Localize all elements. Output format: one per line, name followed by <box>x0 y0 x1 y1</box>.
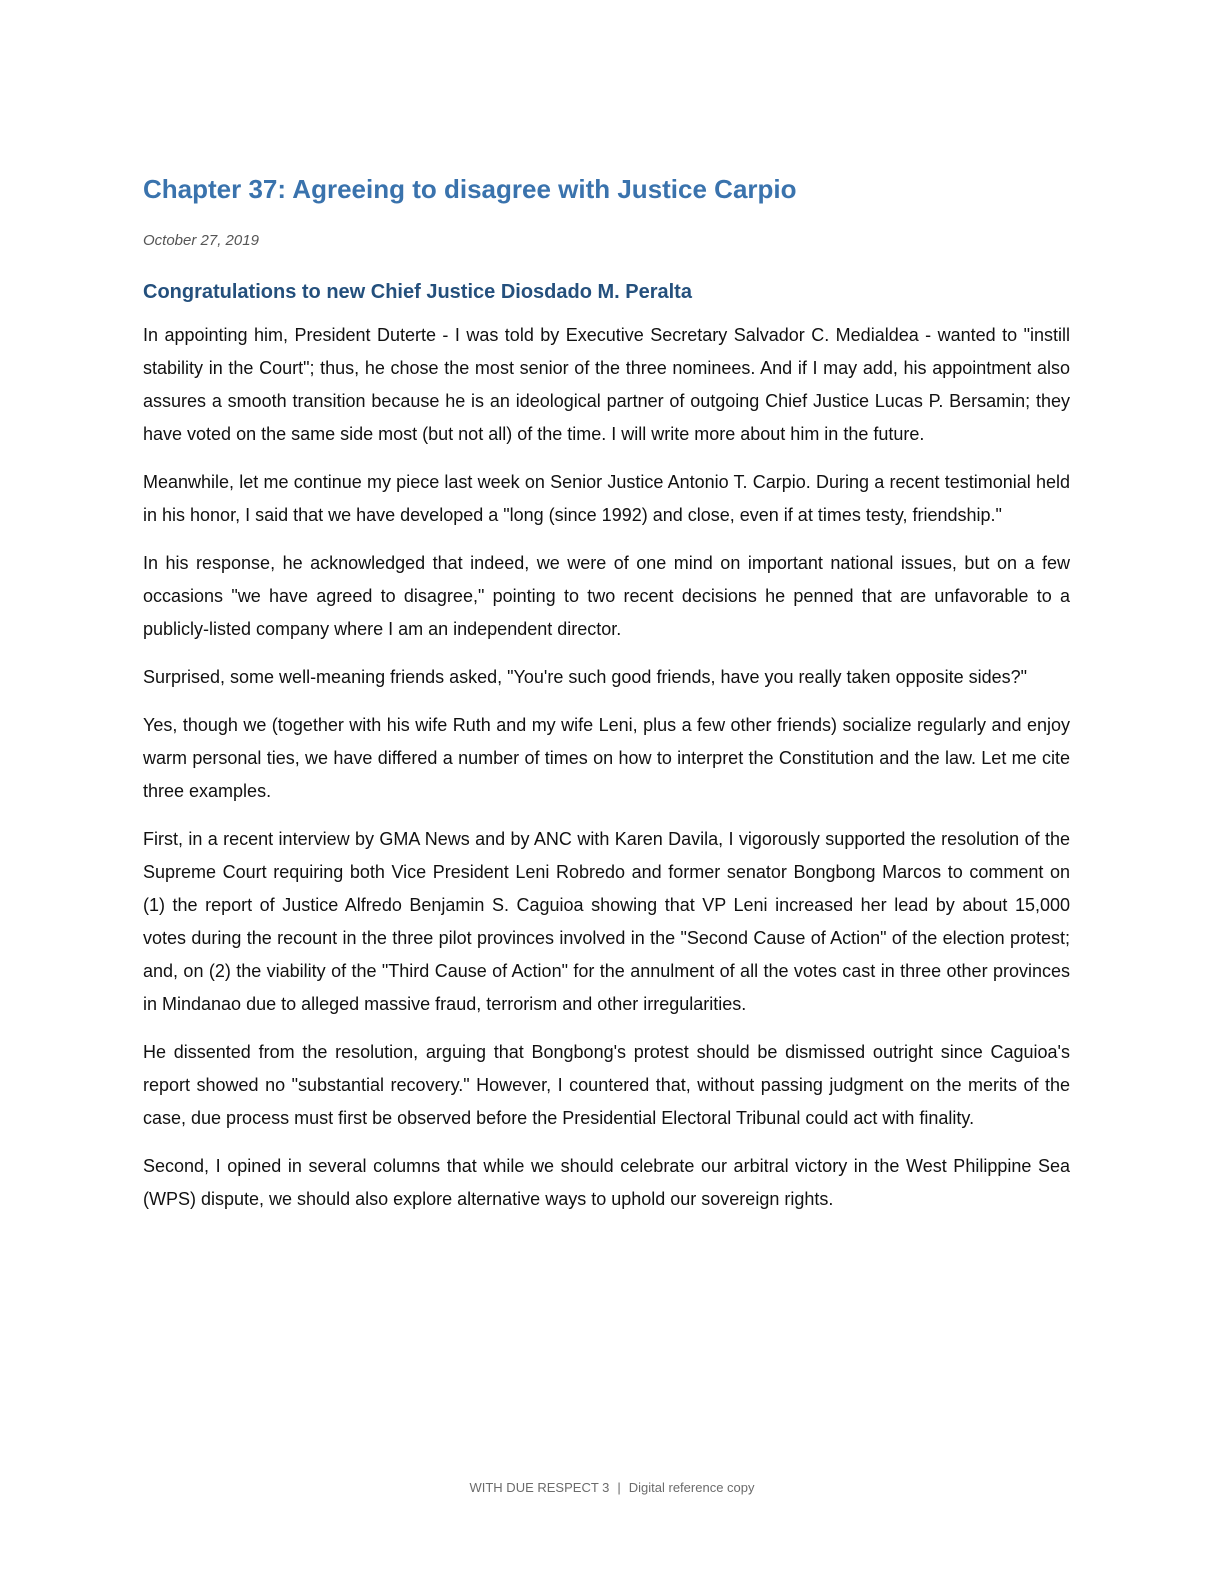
footer-note: Digital reference copy <box>628 1480 755 1495</box>
paragraph: Yes, though we (together with his wife Ruth and my wife Leni, plus a few other friends) socialize regularly and enjoy warm personal ties, we have differed a number of times on how to interpret the Constitution and the law. Let me cite three examples. <box>143 715 1070 801</box>
paragraph: He dissented from the resolution, arguing that Bongbong's protest should be dismissed outright since Caguioa's report showed no "substantial recovery." However, I countered that, without passing judgment on the merits of the case, due process must first be observed before the Presidential Electoral Tribunal could act with finality. <box>143 1042 1070 1128</box>
article-date: October 27, 2019 <box>143 232 259 249</box>
section-heading: Congratulations to new Chief Justice Diosdado M. Peralta <box>143 281 692 303</box>
page-footer <box>0 1478 1224 1498</box>
footer-book-title: WITH DUE RESPECT 3 <box>469 1480 610 1495</box>
chapter-title: Chapter 37: Agreeing to disagree with Justice Carpio <box>143 174 797 204</box>
document-page <box>143 0 1070 1584</box>
paragraph: Second, I opined in several columns that while we should celebrate our arbitral victory in the West Philippine Sea (WPS) dispute, we should also explore alternative ways to uphold our sovereign rights. <box>143 1156 1070 1209</box>
paragraph: In appointing him, President Duterte - I was told by Executive Secretary Salvador C. Medialdea - wanted to "instill stability in the Court"; thus, he chose the most senior of the three nominees. And if I may add, his appointment also assures a smooth transition because he is an ideological partner of outgoing Chief Justice Lucas P. Bersamin; they have voted on the same side most (but not all) of the time. I will write more about him in the future. <box>143 325 1070 444</box>
paragraph: First, in a recent interview by GMA News and by ANC with Karen Davila, I vigorously supported the resolution of the Supreme Court requiring both Vice President Leni Robredo and former senator Bongbong Marcos to comment on (1) the report of Justice Alfredo Benjamin S. Caguioa showing that VP Leni increased her lead by about 15,000 votes during the recount in the three pilot provinces involved in the "Second Cause of Action" of the election protest; and, on (2) the viability of the "Third Cause of Action" for the annulment of all the votes cast in three other provinces in Mindanao due to alleged massive fraud, terrorism and other irregularities. <box>143 829 1070 1014</box>
paragraph: Surprised, some well-meaning friends asked, "You're such good friends, have you really taken opposite sides?" <box>143 667 1028 687</box>
footer-separator: | <box>617 1480 621 1495</box>
paragraph: In his response, he acknowledged that indeed, we were of one mind on important national issues, but on a few occasions "we have agreed to disagree," pointing to two recent decisions he penned that are unfavorable to a publicly-listed company where I am an independent director. <box>143 553 1070 639</box>
paragraph: Meanwhile, let me continue my piece last week on Senior Justice Antonio T. Carpio. During a recent testimonial held in his honor, I said that we have developed a "long (since 1992) and close, even if at times testy, friendship." <box>143 472 1070 525</box>
article-body <box>143 277 1070 1231</box>
